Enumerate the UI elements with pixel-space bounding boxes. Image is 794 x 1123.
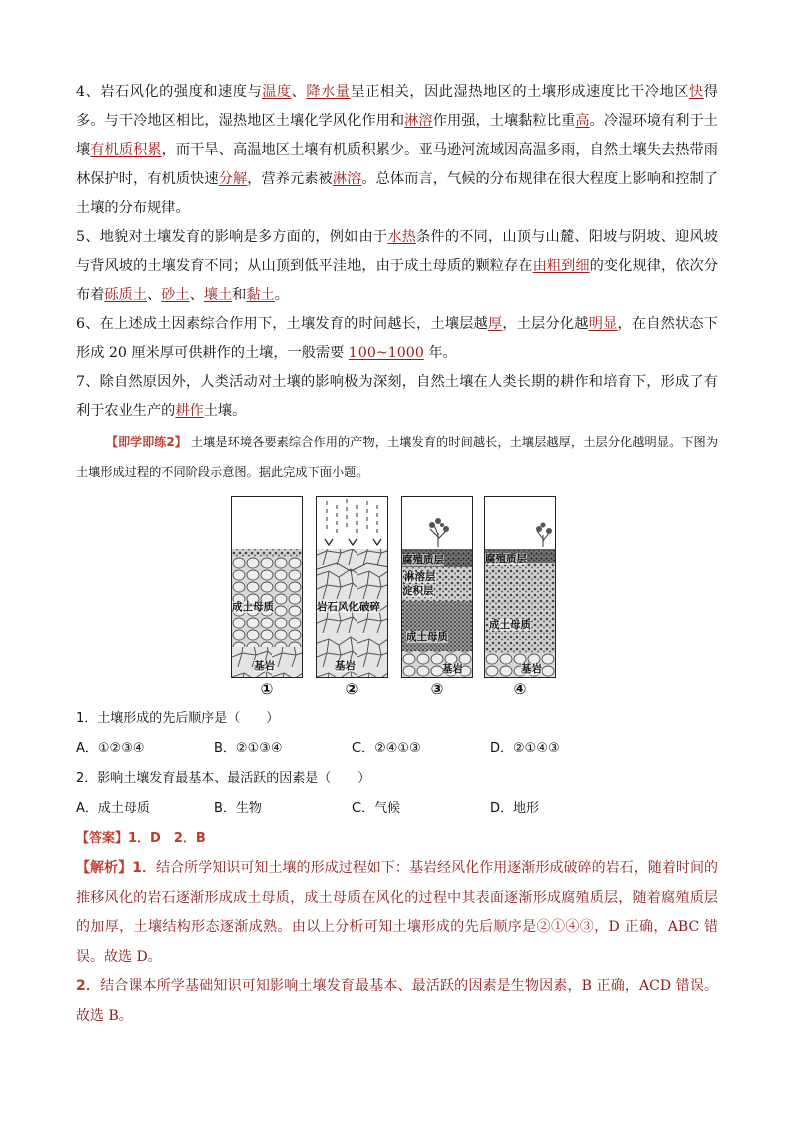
paragraph-7 <box>76 368 718 426</box>
blank-answer: 明显 <box>588 316 618 332</box>
layer-label: 基岩 <box>335 660 356 672</box>
text: 年。 <box>423 345 457 361</box>
text: 的变化规律，依次分布着 <box>76 258 718 303</box>
option-b[interactable]: B．②①③④ <box>214 741 283 756</box>
blank-answer: 100~1000 <box>348 345 424 361</box>
paragraph-6 <box>76 310 718 368</box>
text: 。总体而言，气候的分布规律在很大程度上影响和控制了土壤的分布规律。 <box>76 171 718 216</box>
blank-answer: 有机质积累 <box>90 142 162 158</box>
soil-panel-4 <box>484 496 556 678</box>
layer-label: 岩石风化破碎 <box>317 601 380 613</box>
text: 作用强，土壤黏粒比重 <box>432 113 576 129</box>
text: 。冷湿环境有利于土壤 <box>76 113 718 158</box>
text: 6、在上述成土因素综合作用下，土壤发育的时间越长，土壤层越 <box>76 316 488 332</box>
analysis-text: 结合所学知识可知土壤的形成过程如下：基岩经风化作用逐渐形成破碎的岩石，随着时间的推移风化的岩石逐渐形成成土母质，成土母质在风化的过程中其表面逐渐形成腐殖质层，随着腐殖质层的加厚，土壤结构形态逐渐成熟。由以上分析可知土壤形成的先后顺序是②①④③，D 正确，ABC 错误。故选 D。 <box>76 860 718 965</box>
text: 和 <box>232 287 247 303</box>
option-b[interactable]: B．生物 <box>214 801 262 816</box>
text: 、 <box>189 287 204 303</box>
text: 。 <box>274 287 289 303</box>
text: 土壤。 <box>203 403 247 419</box>
soil-formation-figure <box>76 490 718 704</box>
analysis-tag: 【解析】 <box>76 860 133 876</box>
option-d[interactable]: D．地形 <box>490 801 540 816</box>
option-d[interactable]: D．②①④③ <box>490 741 560 756</box>
layer-label: 基岩 <box>254 660 275 672</box>
option-c[interactable]: C．②④①③ <box>352 741 421 756</box>
text: ，在自然状态下形成 20 厘米厚可供耕作的土壤，一般需要 <box>76 316 718 361</box>
text: 条件的不同，山顶与山麓、阳坡与阴坡、迎风坡与背风坡的土壤发育不同；从山顶到低平洼地，由于成土母质的颗粒存在 <box>76 229 718 274</box>
layer-label: 淀积层 <box>402 585 434 597</box>
layer-label: 腐殖质层 <box>402 554 444 566</box>
text: 4、岩石风化的强度和速度与 <box>76 84 263 100</box>
soil-panel-1 <box>231 496 303 678</box>
question-2-stem: 2．影响土壤发育最基本、最活跃的因素是（ ） <box>76 771 371 786</box>
blank-answer: 砾质土 <box>104 287 147 303</box>
answer-line <box>76 824 718 854</box>
blank-answer: 厚 <box>487 316 503 332</box>
panel-number: ① <box>260 680 274 698</box>
question-2-options <box>76 794 718 824</box>
document-page <box>76 78 718 1031</box>
text: 呈正相关，因此湿热地区的土壤形成速度比干冷地区 <box>350 84 690 100</box>
text: ，而干旱、高温地区土壤有机质积累少。亚马逊河流域因高温多雨，自然土壤失去热带雨林保护时，有机质快速 <box>76 142 718 187</box>
question-1-options <box>76 734 718 764</box>
blank-answer: 耕作 <box>175 403 204 419</box>
text: ，土层分化越 <box>502 316 589 332</box>
text: 得多。与干冷地区相比，湿热地区土壤化学风化作用和 <box>76 84 718 129</box>
layer-label: 淋溶层 <box>404 571 436 583</box>
option-a[interactable]: A．成土母质 <box>76 801 150 816</box>
soil-panel-2 <box>316 496 388 678</box>
answer-tag: 【答案】 <box>76 831 129 846</box>
text: 5、地貌对土壤发育的影响是多方面的，例如由于 <box>76 229 388 245</box>
blank-answer: 分解 <box>218 171 248 187</box>
blank-answer: 快 <box>689 84 704 100</box>
exercise-text: 土壤是环境各要素综合作用的产物，土壤发育的时间越长，土壤层越厚，土层分化越明显。下图为土壤形成过程的不同阶段示意图。据此完成下面小题。 <box>76 435 719 479</box>
blank-answer: 高 <box>575 113 590 129</box>
question-1-stem: 1．土壤形成的先后顺序是（ ） <box>76 711 280 726</box>
layer-label: 基岩 <box>442 663 463 675</box>
analysis-1 <box>76 854 718 972</box>
layer-label: 基岩 <box>521 663 542 675</box>
blank-answer: 壤土 <box>203 287 233 303</box>
blank-answer: 由粗到细 <box>532 258 590 274</box>
paragraph-4 <box>76 78 718 223</box>
blank-answer: 水热 <box>387 229 417 245</box>
layer-label: 成土母质 <box>232 601 274 613</box>
text: ，营养元素被 <box>247 171 333 187</box>
text: 、 <box>146 287 162 303</box>
panel-number: ② <box>345 680 359 698</box>
analysis-number: 2． <box>76 978 101 994</box>
layer-label: 腐殖质层 <box>485 553 527 565</box>
blank-answer: 温度 <box>262 84 292 100</box>
analysis-2 <box>76 972 718 1031</box>
analysis-number: 1． <box>132 860 157 876</box>
blank-answer: 淋溶 <box>404 113 433 129</box>
option-a[interactable]: A．①②③④ <box>76 741 145 756</box>
paragraph-5 <box>76 223 718 310</box>
panel-number: ③ <box>430 680 444 698</box>
layer-label: 成土母质 <box>406 631 448 643</box>
blank-answer: 降水量 <box>306 84 351 100</box>
answer-text: 1．D 2．B <box>128 831 206 846</box>
option-c[interactable]: C．气候 <box>352 801 401 816</box>
analysis-text: 结合课本所学基础知识可知影响土壤发育最基本、最活跃的因素是生物因素，B 正确，ACD 错误。故选 B。 <box>76 978 719 1024</box>
panel-number: ④ <box>513 680 527 698</box>
blank-answer: 砂土 <box>161 287 190 303</box>
blank-answer: 黏土 <box>246 287 275 303</box>
layer-label: 成土母质 <box>489 619 531 631</box>
text: 7、除自然原因外，人类活动对土壤的影响极为深刻，自然土壤在人类长期的耕作和培育下，形成了有利于农业生产的 <box>76 374 718 419</box>
exercise-intro <box>76 427 718 487</box>
soil-panel-3 <box>401 496 473 678</box>
text: 、 <box>291 84 307 100</box>
blank-answer: 淋溶 <box>332 171 362 187</box>
exercise-tag: 【即学即练2】 <box>106 435 187 449</box>
